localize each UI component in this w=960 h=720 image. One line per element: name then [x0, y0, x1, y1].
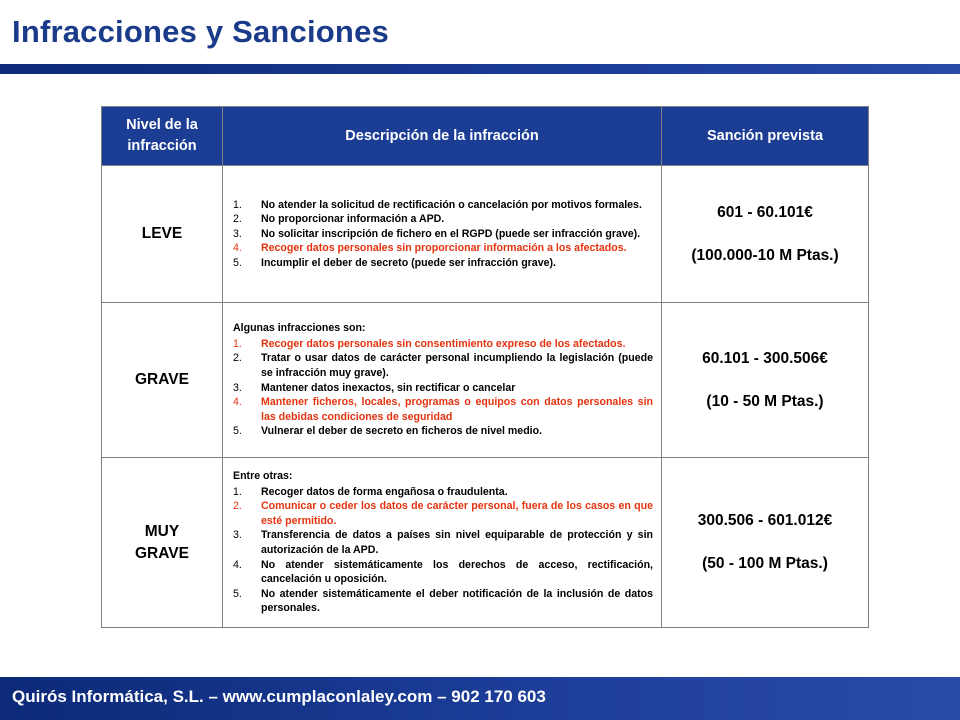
list-item-number: 5.	[233, 425, 242, 438]
infraction-level	[102, 303, 223, 458]
list-item	[233, 241, 653, 256]
list-item	[233, 424, 653, 439]
list-item	[233, 256, 653, 271]
list-item-number: 5.	[233, 587, 242, 600]
list-item-number: 1.	[233, 337, 242, 350]
list-item	[233, 351, 653, 380]
infraction-level	[102, 458, 223, 628]
list-item	[233, 499, 653, 528]
list-item	[233, 528, 653, 557]
list-item-text: Recoger datos de forma engañosa o fraudulenta.	[261, 485, 508, 498]
list-item-text: Recoger datos personales sin proporcionar información a los afectados.	[261, 242, 627, 255]
list-item-text: Comunicar o ceder los datos de carácter personal, fuera de los casos en que esté permitido.	[261, 500, 653, 527]
description-intro: Algunas infracciones son:	[233, 322, 366, 335]
list-item-number: 4.	[233, 558, 242, 571]
list-item-text: No proporcionar información a APD.	[261, 213, 445, 226]
title-divider	[0, 64, 960, 74]
description-intro: Entre otras:	[233, 470, 293, 483]
list-item	[233, 227, 653, 242]
list-item	[233, 395, 653, 424]
list-item-text: Incumplir el deber de secreto (puede ser infracción grave).	[261, 256, 556, 269]
list-item-number: 2.	[233, 213, 242, 226]
sanction-amount-euros: 60.101 - 300.506€	[702, 349, 828, 367]
list-item-number: 2.	[233, 500, 242, 513]
list-item-text: Tratar o usar datos de carácter personal incumpliendo la legislación (puede se infracción muy grave).	[261, 352, 653, 379]
infraction-level-label: LEVE	[141, 225, 183, 242]
infraction-level-label: MUY GRAVE	[135, 522, 189, 562]
list-item-text: Transferencia de datos a países sin nivel equiparable de protección y sin autorización de la APD.	[261, 529, 653, 556]
list-item-number: 3.	[233, 529, 242, 542]
header-sanction: Sanción prevista	[662, 107, 869, 166]
list-item-number: 5.	[233, 256, 242, 269]
sanction-amount-pesetas: (10 - 50 M Ptas.)	[706, 392, 824, 410]
list-item	[233, 212, 653, 227]
sanction-amount-euros: 300.506 - 601.012€	[697, 512, 833, 529]
footer-bar	[0, 677, 960, 720]
infraction-list	[233, 198, 653, 271]
list-item-text: No atender sistemáticamente los derechos de acceso, rectificación, cancelación u oposición.	[261, 558, 653, 586]
table-header-row	[102, 107, 869, 166]
infraction-description	[223, 303, 662, 458]
sanction-cell	[662, 303, 869, 458]
page-title: Infracciones y Sanciones	[12, 14, 389, 49]
infraction-list	[233, 337, 653, 439]
sanction-amount-pesetas: (50 - 100 M Ptas.)	[702, 555, 828, 572]
table-row	[102, 458, 869, 628]
list-item-number: 1.	[233, 198, 242, 211]
list-item-number: 3.	[233, 381, 242, 394]
list-item	[233, 198, 653, 213]
infraction-list	[233, 485, 653, 616]
sanction-amount-euros: 601 - 60.101€	[717, 203, 813, 221]
list-item	[233, 381, 653, 396]
infraction-level-label: GRAVE	[135, 371, 189, 388]
list-item-text: No atender sistemáticamente el deber notificación de la inclusión de datos personales.	[261, 587, 653, 615]
sanction-cell	[662, 166, 869, 303]
list-item-text: Recoger datos personales sin consentimiento expreso de los afectados.	[261, 337, 626, 350]
list-item-text: Mantener datos inexactos, sin rectificar o cancelar	[261, 381, 516, 394]
table-row	[102, 166, 869, 303]
list-item	[233, 337, 653, 352]
list-item	[233, 558, 653, 587]
list-item-number: 1.	[233, 485, 242, 498]
footer-text: Quirós Informática, S.L. – www.cumplaconlaley.com – 902 170 603	[12, 687, 546, 706]
table-row	[102, 303, 869, 458]
infractions-table	[101, 106, 869, 628]
infraction-description	[223, 458, 662, 628]
infraction-level	[102, 166, 223, 303]
list-item-text: Vulnerar el deber de secreto en ficheros de nivel medio.	[261, 425, 543, 438]
list-item-number: 2.	[233, 352, 242, 365]
list-item-number: 4.	[233, 396, 242, 409]
list-item-text: Mantener ficheros, locales, programas o equipos con datos personales sin las debidas condiciones de seguridad	[261, 396, 653, 423]
list-item	[233, 485, 653, 500]
sanction-cell	[662, 458, 869, 628]
infraction-description	[223, 166, 662, 303]
list-item-number: 4.	[233, 242, 242, 255]
header-description: Descripción de la infracción	[223, 107, 662, 166]
list-item-text: No solicitar inscripción de fichero en el RGPD (puede ser infracción grave).	[261, 227, 641, 240]
list-item-number: 3.	[233, 227, 242, 240]
header-level: Nivel de la infracción	[102, 107, 223, 166]
list-item	[233, 587, 653, 616]
list-item-text: No atender la solicitud de rectificación o cancelación por motivos formales.	[261, 198, 642, 211]
sanction-amount-pesetas: (100.000-10 M Ptas.)	[691, 246, 839, 264]
